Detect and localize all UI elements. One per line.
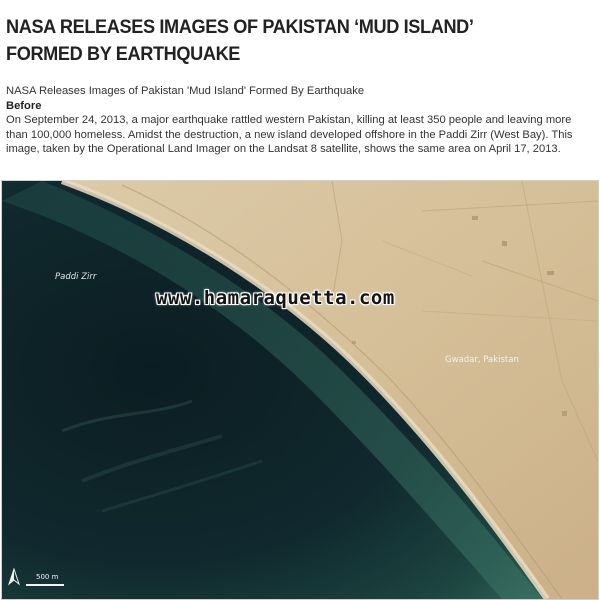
section-label-before: Before — [6, 99, 42, 112]
satellite-photo — [2, 181, 598, 599]
bay-label: Paddi Zirr — [55, 272, 97, 282]
scale-line — [26, 584, 64, 586]
scale-bar — [26, 573, 66, 589]
north-arrow-icon — [7, 568, 21, 586]
article-text — [6, 84, 594, 157]
article-body: On September 24, 2013, a major earthquake rattled western Pakistan, killing at least 350 people and leaving more than 100,000 homeless. Amidst the destruction, a new island developed offshore in the Paddi Zirr (West Bay). This image, taken by the Operational Land Imager on the Landsat 8 satellite, shows the same area on April 17, 2013. — [6, 114, 573, 156]
scale-label: 500 m — [36, 573, 59, 581]
article-headline: NASA RELEASES IMAGES OF PAKISTAN ‘MUD ISLAND’ FORMED BY EARTHQUAKE — [6, 16, 473, 65]
watermark: www.hamaraquetta.com — [156, 287, 395, 309]
city-label: Gwadar, Pakistan — [445, 355, 519, 365]
article-subtitle: NASA Releases Images of Pakistan 'Mud Island' Formed By Earthquake — [6, 85, 365, 97]
satellite-image — [1, 180, 599, 600]
